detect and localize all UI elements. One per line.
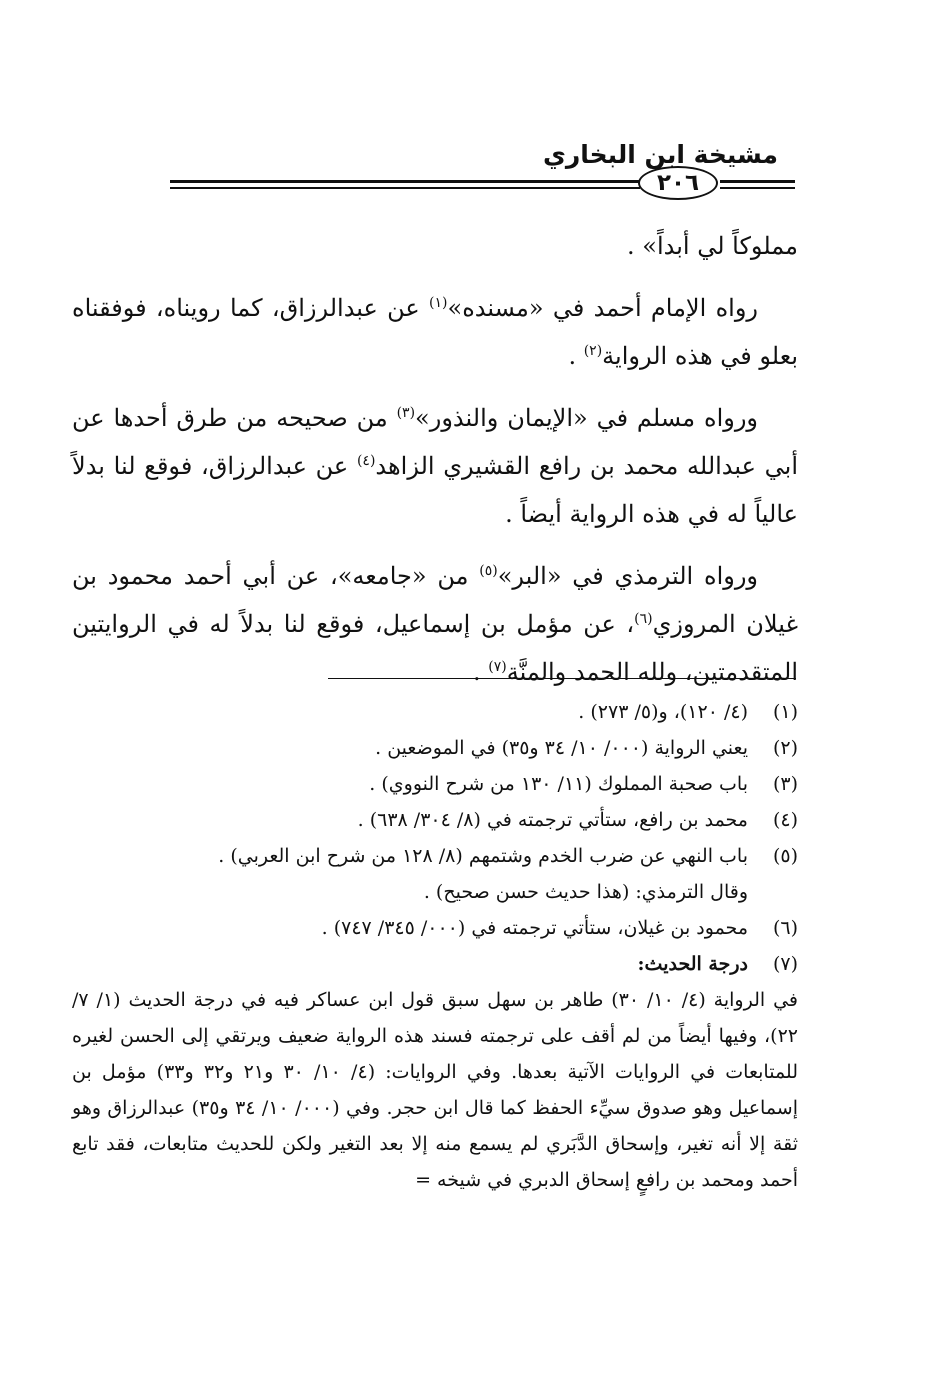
footnote-number: (٢) bbox=[772, 737, 798, 759]
footnote-continuation: وقال الترمذي: (هذا حديث حسن صحيح) . bbox=[423, 881, 748, 903]
footnote-text: باب صحبة المملوك (١١/ ١٣٠ من شرح النووي) . bbox=[369, 773, 748, 795]
text-run: عن عبدالرزاق، فوقع لنا بدلاً عالياً له في هذه الرواية أيضاً . bbox=[72, 452, 798, 528]
footnote-text: يعني الرواية (٠٠٠/ ١٠/ ٣٤ و٣٥) في الموضعين . bbox=[375, 737, 748, 759]
footnote bbox=[72, 694, 798, 730]
paragraph bbox=[72, 222, 798, 270]
footnote bbox=[72, 946, 798, 982]
footnote-ref: (٣) bbox=[396, 405, 416, 421]
text-run: من صحيحه من طرق أحدها عن أبي عبدالله محمد بن رافع القشيري الزاهد bbox=[72, 404, 798, 480]
footnote-text: محمود بن غيلان، ستأتي ترجمته في (٠٠٠/ ٣٤٥/ ٧٤٧) . bbox=[321, 917, 748, 939]
hadith-grade-text: في الرواية (٤/ ١٠/ ٣٠) طاهر بن سهل سبق قول ابن عساكر فيه في درجة الحديث (١/ ٧/ ٢٢)، وفيها أيضاً من لم أقف على ترجمته فسند هذه الرواية ضعيف ويرتقي إلى الحسن لغيره للمتابعات في الروايات الآتية بعدها. وفي الروايات: (٤/ ١٠/ ٣٠ و٢١ و٣٢ و٣٣) مؤمل بن إسماعيل وهو صدوق سيِّء الحفظ كما قال ابن حجر. وفي (٠٠٠/ ١٠/ ٣٤ و٣٥) عبدالرزاق وهو ثقة إلا أنه تغير، وإسحاق الدَّبَري لم يسمع منه إلا بعد التغير ولكن للحديث متابعات، فقد تابع أحمد ومحمد بن رافعٍ إسحاق الدبري في شيخه = bbox=[72, 989, 799, 1191]
footnote-number: (٤) bbox=[772, 809, 798, 831]
footnote-number: (٥) bbox=[772, 845, 798, 867]
text-run: ورواه مسلم في «الإيمان والنذور» bbox=[415, 404, 759, 432]
paragraph bbox=[72, 552, 798, 696]
text-run: ، عن مؤمل بن إسماعيل، فوقع لنا بدلاً له في الروايتين المتقدمتين، ولله الحمد والمنَّة bbox=[72, 610, 798, 686]
text-run: مملوكاً لي أبداً» . bbox=[627, 232, 798, 260]
text-run: رواه الإمام أحمد في «مسنده» bbox=[447, 294, 759, 322]
running-title: مشيخة ابن البخاري bbox=[542, 140, 778, 169]
header-rule bbox=[170, 187, 640, 189]
text-run: . bbox=[568, 342, 584, 370]
header-rule bbox=[720, 187, 795, 189]
footnote-text: باب النهي عن ضرب الخدم وشتمهم (٨/ ١٢٨ من شرح ابن العربي) . bbox=[218, 845, 748, 867]
page-number: ٢٠٦ bbox=[638, 166, 718, 200]
footnote bbox=[72, 910, 798, 946]
footnote-ref: (٥) bbox=[479, 563, 498, 579]
text-run: من «جامعه»، عن أبي أحمد محمود بن غيلان المروزي bbox=[72, 562, 799, 638]
footnote bbox=[72, 838, 798, 874]
header-rule bbox=[170, 180, 640, 183]
footnote-ref: (٢) bbox=[583, 343, 603, 359]
footnote-text: (٤/ ١٢٠)، و(٥/ ٢٧٣) . bbox=[578, 701, 748, 723]
footnote-number: (٣) bbox=[772, 773, 798, 795]
footnote-heading: درجة الحديث: bbox=[637, 953, 748, 975]
footnote-number: (٧) bbox=[772, 953, 798, 975]
footnote bbox=[72, 802, 798, 838]
header-rule bbox=[720, 180, 795, 183]
text-run: . bbox=[472, 658, 489, 686]
paragraph bbox=[72, 394, 798, 538]
footnote bbox=[72, 766, 798, 802]
footnote-separator bbox=[328, 678, 796, 679]
text-run: ورواه الترمذي في «البر» bbox=[497, 562, 759, 590]
text-run: عن عبدالرزاق، كما رويناه، فوفقناه بعلو في هذه الرواية bbox=[72, 294, 798, 370]
footnote-ref: (٦) bbox=[634, 611, 653, 627]
footnote-text: محمد بن رافع، ستأتي ترجمته في (٨/ ٣٠٤/ ٦٣٨) . bbox=[357, 809, 748, 831]
footnote bbox=[72, 730, 798, 766]
main-text bbox=[72, 222, 798, 710]
footnote-number: (٦) bbox=[772, 917, 798, 939]
footnote-ref: (١) bbox=[429, 295, 448, 311]
footnotes bbox=[72, 694, 798, 1198]
footnote-ref: (٧) bbox=[488, 659, 507, 675]
paragraph bbox=[72, 284, 798, 380]
footnote-number: (١) bbox=[772, 701, 798, 723]
footnote-ref: (٤) bbox=[356, 453, 376, 469]
